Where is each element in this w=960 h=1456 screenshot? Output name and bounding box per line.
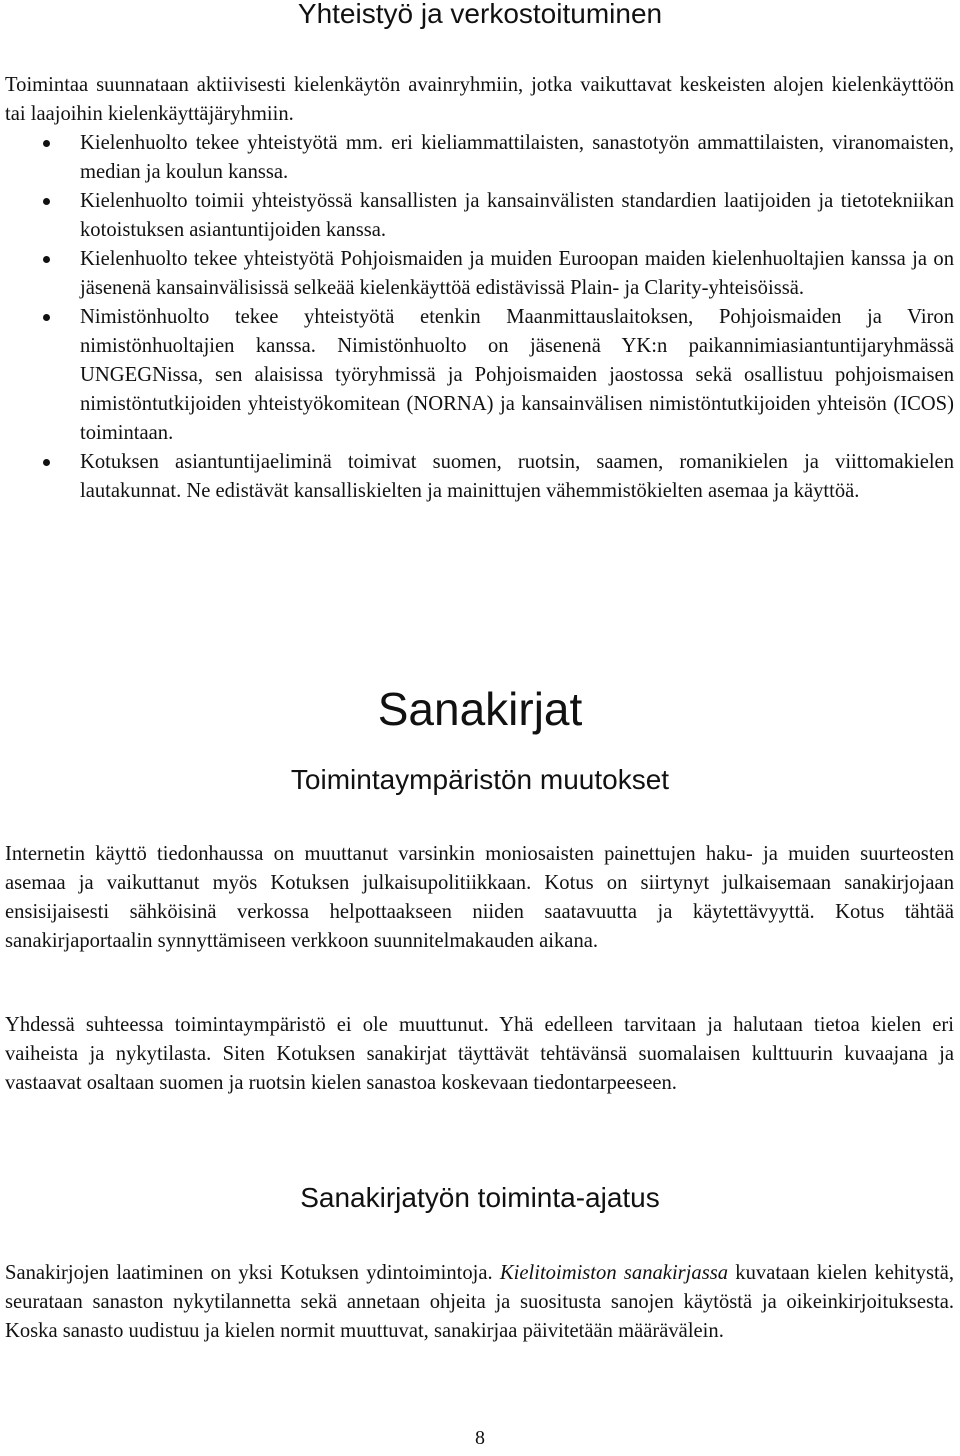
paragraph-text-start: Sanakirjojen laatiminen on yksi Kotuksen ydintoimintoja. (5, 1262, 500, 1284)
intro-paragraph: Toimintaa suunnataan aktiivisesti kielenkäytön avainryhmiin, jotka vaikuttavat keskeisten alojen kielenkäyttöön tai laajoihin kielenkäyttäjäryhmiin. (5, 74, 954, 125)
bullet-dot-icon (43, 459, 50, 466)
bullet-item (0, 448, 954, 506)
bullet-text: Kielenhuolto toimii yhteistyössä kansallisten ja kansainvälisten standardien laatijoiden ja tietotekniikan kotoistuksen asiantuntijoiden kanssa. (80, 190, 954, 241)
bullet-text: Kielenhuolto tekee yhteistyötä mm. eri kieliammattilaisten, sanastotyön ammattilaisten, viranomaisten, median ja koulun kanssa. (80, 132, 954, 183)
bullet-dot-icon (43, 314, 50, 321)
bullet-item (0, 187, 954, 245)
bullet-text: Kielenhuolto tekee yhteistyötä Pohjoismaiden ja muiden Euroopan maiden kielenhuoltajien kanssa ja on jäsenenä kansainvälisissä selkeää kielenkäyttöä edistävissä Plain- ja Clarity-yhteisöissä. (80, 248, 954, 299)
bullet-dot-icon (43, 140, 50, 147)
bullet-dot-icon (43, 198, 50, 205)
cooperation-bullet-list (0, 129, 960, 506)
bullet-item (0, 129, 954, 187)
bullet-text: Kotuksen asiantuntijaeliminä toimivat suomen, ruotsin, saamen, romanikielen ja viittomakielen lautakunnat. Ne edistävät kansalliskielten ja mainittujen vähemmistökielten asemaa ja käyttöä. (80, 451, 954, 502)
subsection-title-toiminta-ajatus: Sanakirjatyön toiminta-ajatus (300, 1182, 660, 1213)
subsection-title-toimintaymparisto: Toimintaympäristön muutokset (290, 764, 670, 795)
page-number: 8 (475, 1427, 485, 1449)
paragraph-text-italic-title: Kielitoimiston sanakirjassa (499, 1262, 729, 1284)
paragraph-internet: Internetin käyttö tiedonhaussa on muuttanut varsinkin moniosaisten painettujen haku- ja muiden suurteosten asemaa ja vaikuttanut myös Kotuksen julkaisupolitiikkaan. Kotus on siirtynyt julkaisemaan sanakirjojaan ensisijaisesti sähköisinä verkossa helpottaakseen niiden saatavuutta ja käytettävyyttä. Kotus tähtää sanakirjaportaalin synnyttämiseen verkkoon suunnitelmakauden aikana. (5, 843, 954, 952)
bullet-item (0, 303, 954, 448)
bullet-text: Nimistönhuolto tekee yhteistyötä etenkin Maanmittauslaitoksen, Pohjoismaiden ja Viron nimistönhuoltajien kanssa. Nimistönhuolto on jäsenenä YK:n paikannimiasiantuntijaryhmässä UNGEGNissa, sen alaisissa työryhmissä ja Pohjoismaiden jaostossa sekä osallistuu pohjoismaisen nimistöntutkijoiden yhteistyökomitean (NORNA) ja kansainvälisen nimistöntutkijoiden yhteisön (ICOS) toimintaan. (80, 306, 954, 444)
section-title-yhteistyo: Yhteistyö ja verkostoituminen (297, 0, 663, 29)
bullet-dot-icon (43, 256, 50, 263)
bullet-item (0, 245, 954, 303)
paragraph-text-end: kuvataan kielen kehitystä, seurataan sanaston nykytilannetta sekä annetaan ohjeita ja suositusta sanojen käytöstä ja oikeinkirjoituksesta. Koska sanasto uudistuu ja kielen normit muuttuvat, sanakirjaa päivitetään määrävälein. (5, 1262, 954, 1342)
paragraph-sanakirjojen (5, 1259, 954, 1346)
section-title-sanakirjat: Sanakirjat (377, 683, 583, 735)
paragraph-yhdessa: Yhdessä suhteessa toimintaympäristö ei ole muuttunut. Yhä edelleen tarvitaan ja halutaan tietoa kielen eri vaiheista ja nykytilasta. Siten Kotuksen sanakirjat täyttävät tehtävänsä suomalaisen kulttuurin kuvaajana ja vastaavat osaltaan suomen ja ruotsin kielen sanastoa koskevaan tiedontarpeeseen. (5, 1014, 954, 1094)
